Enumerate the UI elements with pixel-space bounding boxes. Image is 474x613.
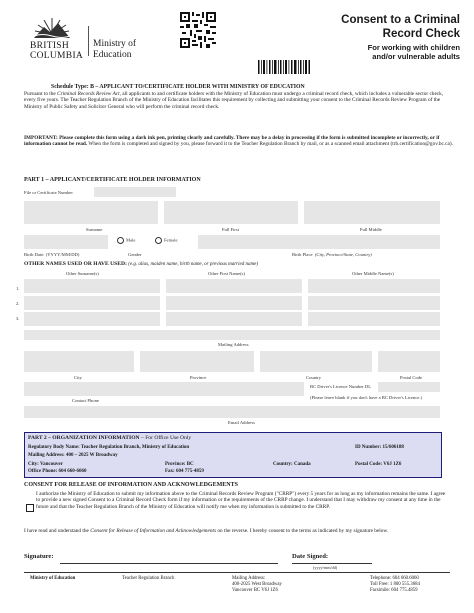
other-surname-input-1[interactable] bbox=[24, 279, 160, 293]
file-number-label: File or Certificate Number bbox=[24, 190, 73, 195]
form-subtitle-line2: and/or vulnerable adults bbox=[372, 52, 460, 61]
male-label: Male bbox=[126, 237, 136, 243]
footer-telephone: Telephone: 604 660.6060 bbox=[370, 576, 419, 581]
other-middle-input-1[interactable] bbox=[308, 279, 440, 293]
footer-fax: Facsimile: 604 775.4859 bbox=[370, 588, 418, 593]
drivers-licence-hint: (Please leave blank if you don't have a BC Driver's Licence.) bbox=[310, 395, 422, 400]
logo-text-columbia: COLUMBIA bbox=[30, 51, 84, 61]
consent-text: I authorize the Ministry of Education to submit my information above to the Criminal Records Review Program ("CRRP") every 5 years for as long as my information remains the same. I agree to provide a new signed Consent to a Criminal Record Check form if my information or the requirements of the CRRP change. I understand that I may withdraw my consent at any time in the future and that the Teacher Regulation Branch of the Ministry of Education will notify me when my information is submitted to the CRRP. bbox=[36, 491, 446, 510]
other-first-input-2[interactable] bbox=[166, 296, 302, 310]
qr-code-icon bbox=[180, 12, 216, 48]
barcode-icon bbox=[258, 60, 310, 74]
footer-toll-free: Toll Free: 1 800 555.3684 bbox=[370, 582, 420, 587]
birth-place-input[interactable] bbox=[198, 235, 440, 249]
birth-place-hint: (City, Province/State, Country) bbox=[314, 252, 372, 257]
date-signed-line[interactable] bbox=[292, 563, 372, 564]
part1-heading: PART 1 – APPLICANT/CERTIFICATE HOLDER INFORMATION bbox=[24, 177, 201, 183]
consent-checkbox[interactable] bbox=[26, 504, 34, 512]
form-title-line1: Consent to a Criminal bbox=[341, 14, 460, 26]
male-radio-icon[interactable] bbox=[117, 237, 124, 244]
part2-city: City: Vancouver bbox=[28, 462, 63, 467]
footer-branch: Teacher Regulation Branch bbox=[122, 576, 175, 581]
sun-mountain-logo-icon bbox=[32, 14, 72, 38]
logo-text-british: BRITISH bbox=[30, 41, 70, 51]
part2-fax: Fax: 604 775-4859 bbox=[165, 469, 204, 474]
other-name-row-2-number: 2. bbox=[16, 301, 20, 306]
part2-note: – For Office Use Only bbox=[139, 435, 192, 441]
other-names-hint: (e.g. alias, maiden name, birth name, or previous married name) bbox=[126, 262, 258, 267]
email-address-label: Email Address bbox=[228, 420, 255, 425]
signature-line[interactable] bbox=[60, 563, 278, 564]
contact-phone-input[interactable] bbox=[24, 382, 304, 396]
other-names-heading bbox=[24, 261, 258, 267]
birth-date-label: Birth Date: (YYYY/MM/DD) bbox=[24, 252, 80, 257]
part2-box bbox=[24, 432, 442, 478]
part2-province: Province: BC bbox=[165, 462, 194, 467]
important-bold: IMPORTANT: Please complete this form using a dark ink pen, printing clearly and carefully. There may be a delay in processing if the form is submitted incomplete or incorrectly, or if information cannot be read. bbox=[24, 135, 440, 148]
date-format-hint: (yyyy/mm/dd) bbox=[313, 565, 338, 570]
intro-rest: , all applicants to and certificate holders with the Ministry of Education must undergo a criminal record check, which includes a vulnerable sector check, every five years. The Teacher Regulation Branch of the Ministry of Education facilitates this requirement by collecting and submitting your consent to the Criminal Records Review Program of the Ministry of Public Safety and Solicitor General who will perform the criminal record check. bbox=[24, 91, 444, 110]
middle-name-label: Full Middle bbox=[360, 227, 382, 232]
other-middle-label: Other Middle Name(s) bbox=[352, 271, 394, 276]
footer-mail-line2: Vancouver BC V6J 1Z6 bbox=[232, 588, 278, 593]
part2-id-number: ID Number: 15/606188 bbox=[355, 445, 404, 450]
first-name-label: Full First bbox=[222, 227, 239, 232]
intro-paragraph bbox=[24, 91, 456, 110]
email-address-input[interactable] bbox=[24, 406, 440, 418]
footer-mail-label: Mailing Address: bbox=[232, 576, 266, 581]
other-surname-input-3[interactable] bbox=[24, 312, 160, 326]
footer-mail-line1: 400-2025 West Broadway bbox=[232, 582, 282, 587]
surname-label: Surname bbox=[86, 227, 103, 232]
part2-heading bbox=[28, 435, 191, 441]
province-input[interactable] bbox=[140, 351, 254, 372]
other-first-input-3[interactable] bbox=[166, 312, 302, 326]
mailing-address-input[interactable] bbox=[24, 330, 440, 340]
ministry-name-line2: Education bbox=[93, 50, 132, 60]
important-paragraph bbox=[24, 135, 456, 148]
contact-phone-label: Contact Phone bbox=[72, 398, 99, 403]
other-surname-input-2[interactable] bbox=[24, 296, 160, 310]
birth-place-label-text: Birth Place bbox=[292, 252, 313, 257]
birth-place-label bbox=[292, 252, 372, 257]
surname-input[interactable] bbox=[24, 201, 158, 224]
schedule-type: Schedule Type: B – APPLICANT TO/CERTIFICATE HOLDER WITH MINISTRY OF EDUCATION bbox=[51, 84, 305, 90]
other-middle-input-3[interactable] bbox=[308, 312, 440, 326]
city-label: City bbox=[74, 375, 82, 380]
country-input[interactable] bbox=[260, 351, 372, 372]
consent-heading: CONSENT FOR RELEASE OF INFORMATION AND ACKNOWLEDGEMENTS bbox=[24, 482, 238, 488]
province-label: Province bbox=[190, 375, 207, 380]
form-subtitle-line1: For working with children bbox=[367, 43, 460, 52]
birth-date-input[interactable] bbox=[24, 235, 108, 249]
footer-ministry: Ministry of Education bbox=[30, 576, 76, 581]
date-signed-label: Date Signed: bbox=[292, 553, 329, 560]
file-number-input[interactable] bbox=[94, 187, 176, 197]
other-first-label: Other First Name(s) bbox=[208, 271, 245, 276]
other-names-title: OTHER NAMES USED OR HAVE USED: bbox=[24, 261, 127, 267]
form-title-line2: Record Check bbox=[382, 28, 460, 40]
country-label: Country bbox=[306, 375, 322, 380]
gender-male-option[interactable] bbox=[117, 237, 135, 244]
part2-title: PART 2 – ORGANIZATION INFORMATION bbox=[28, 435, 140, 441]
intro-lead: Pursuant to the bbox=[24, 91, 58, 97]
important-rest: When the form is completed and signed by you, please forward it to the Teacher Regulation Branch by mail, or as a scanned email attachment (trb.certification@gov.bc.ca). bbox=[87, 141, 453, 148]
mailing-address-label: Mailing Address bbox=[218, 342, 249, 347]
other-name-row-3-number: 3. bbox=[16, 316, 20, 321]
postal-code-input[interactable] bbox=[378, 351, 440, 372]
gender-female-option[interactable] bbox=[155, 237, 178, 244]
other-surname-label: Other Surname(s) bbox=[66, 271, 99, 276]
city-input[interactable] bbox=[24, 351, 134, 372]
bc-logo bbox=[30, 14, 82, 64]
intro-act: Criminal Records Review Act bbox=[57, 91, 120, 97]
barcode bbox=[258, 60, 310, 74]
consent-read-rest: on the reverse. I hereby consent to the terms as indicated by my signature below. bbox=[216, 528, 389, 534]
part2-body-name: Regulatory Body Name: Teacher Regulation Branch, Ministry of Education bbox=[28, 445, 190, 450]
drivers-licence-label: BC Driver's Licence Number DL bbox=[310, 384, 372, 389]
consent-read-statement bbox=[24, 528, 454, 534]
first-name-input[interactable] bbox=[164, 201, 298, 224]
drivers-licence-input[interactable] bbox=[378, 382, 440, 392]
postal-code-label: Postal Code bbox=[400, 375, 423, 380]
consent-read-doc: Consent for Release of Information and Acknowledgements bbox=[90, 528, 217, 534]
part2-mailing: Mailing Address: 400 – 2025 W Broadway bbox=[28, 453, 118, 458]
part2-country: Country: Canada bbox=[273, 462, 311, 467]
part2-phone: Office Phone: 604 660-6060 bbox=[28, 469, 87, 474]
signature-label: Signature: bbox=[24, 553, 54, 560]
consent-read-lead: I have read and understand the bbox=[24, 528, 91, 534]
footer-rule bbox=[24, 572, 450, 573]
female-label: Female bbox=[164, 237, 178, 243]
female-radio-icon[interactable] bbox=[155, 237, 162, 244]
other-middle-input-2[interactable] bbox=[308, 296, 440, 310]
gender-label: Gender bbox=[128, 252, 142, 257]
ministry-name-line1: Ministry of bbox=[93, 39, 137, 49]
middle-name-input[interactable] bbox=[304, 201, 440, 224]
part2-postal: Postal Code: V6J 1Z6 bbox=[355, 462, 402, 467]
other-name-row-1-number: 1. bbox=[16, 286, 20, 291]
qr-code bbox=[180, 12, 216, 48]
other-first-input-1[interactable] bbox=[166, 279, 302, 293]
logo-divider bbox=[88, 26, 89, 56]
